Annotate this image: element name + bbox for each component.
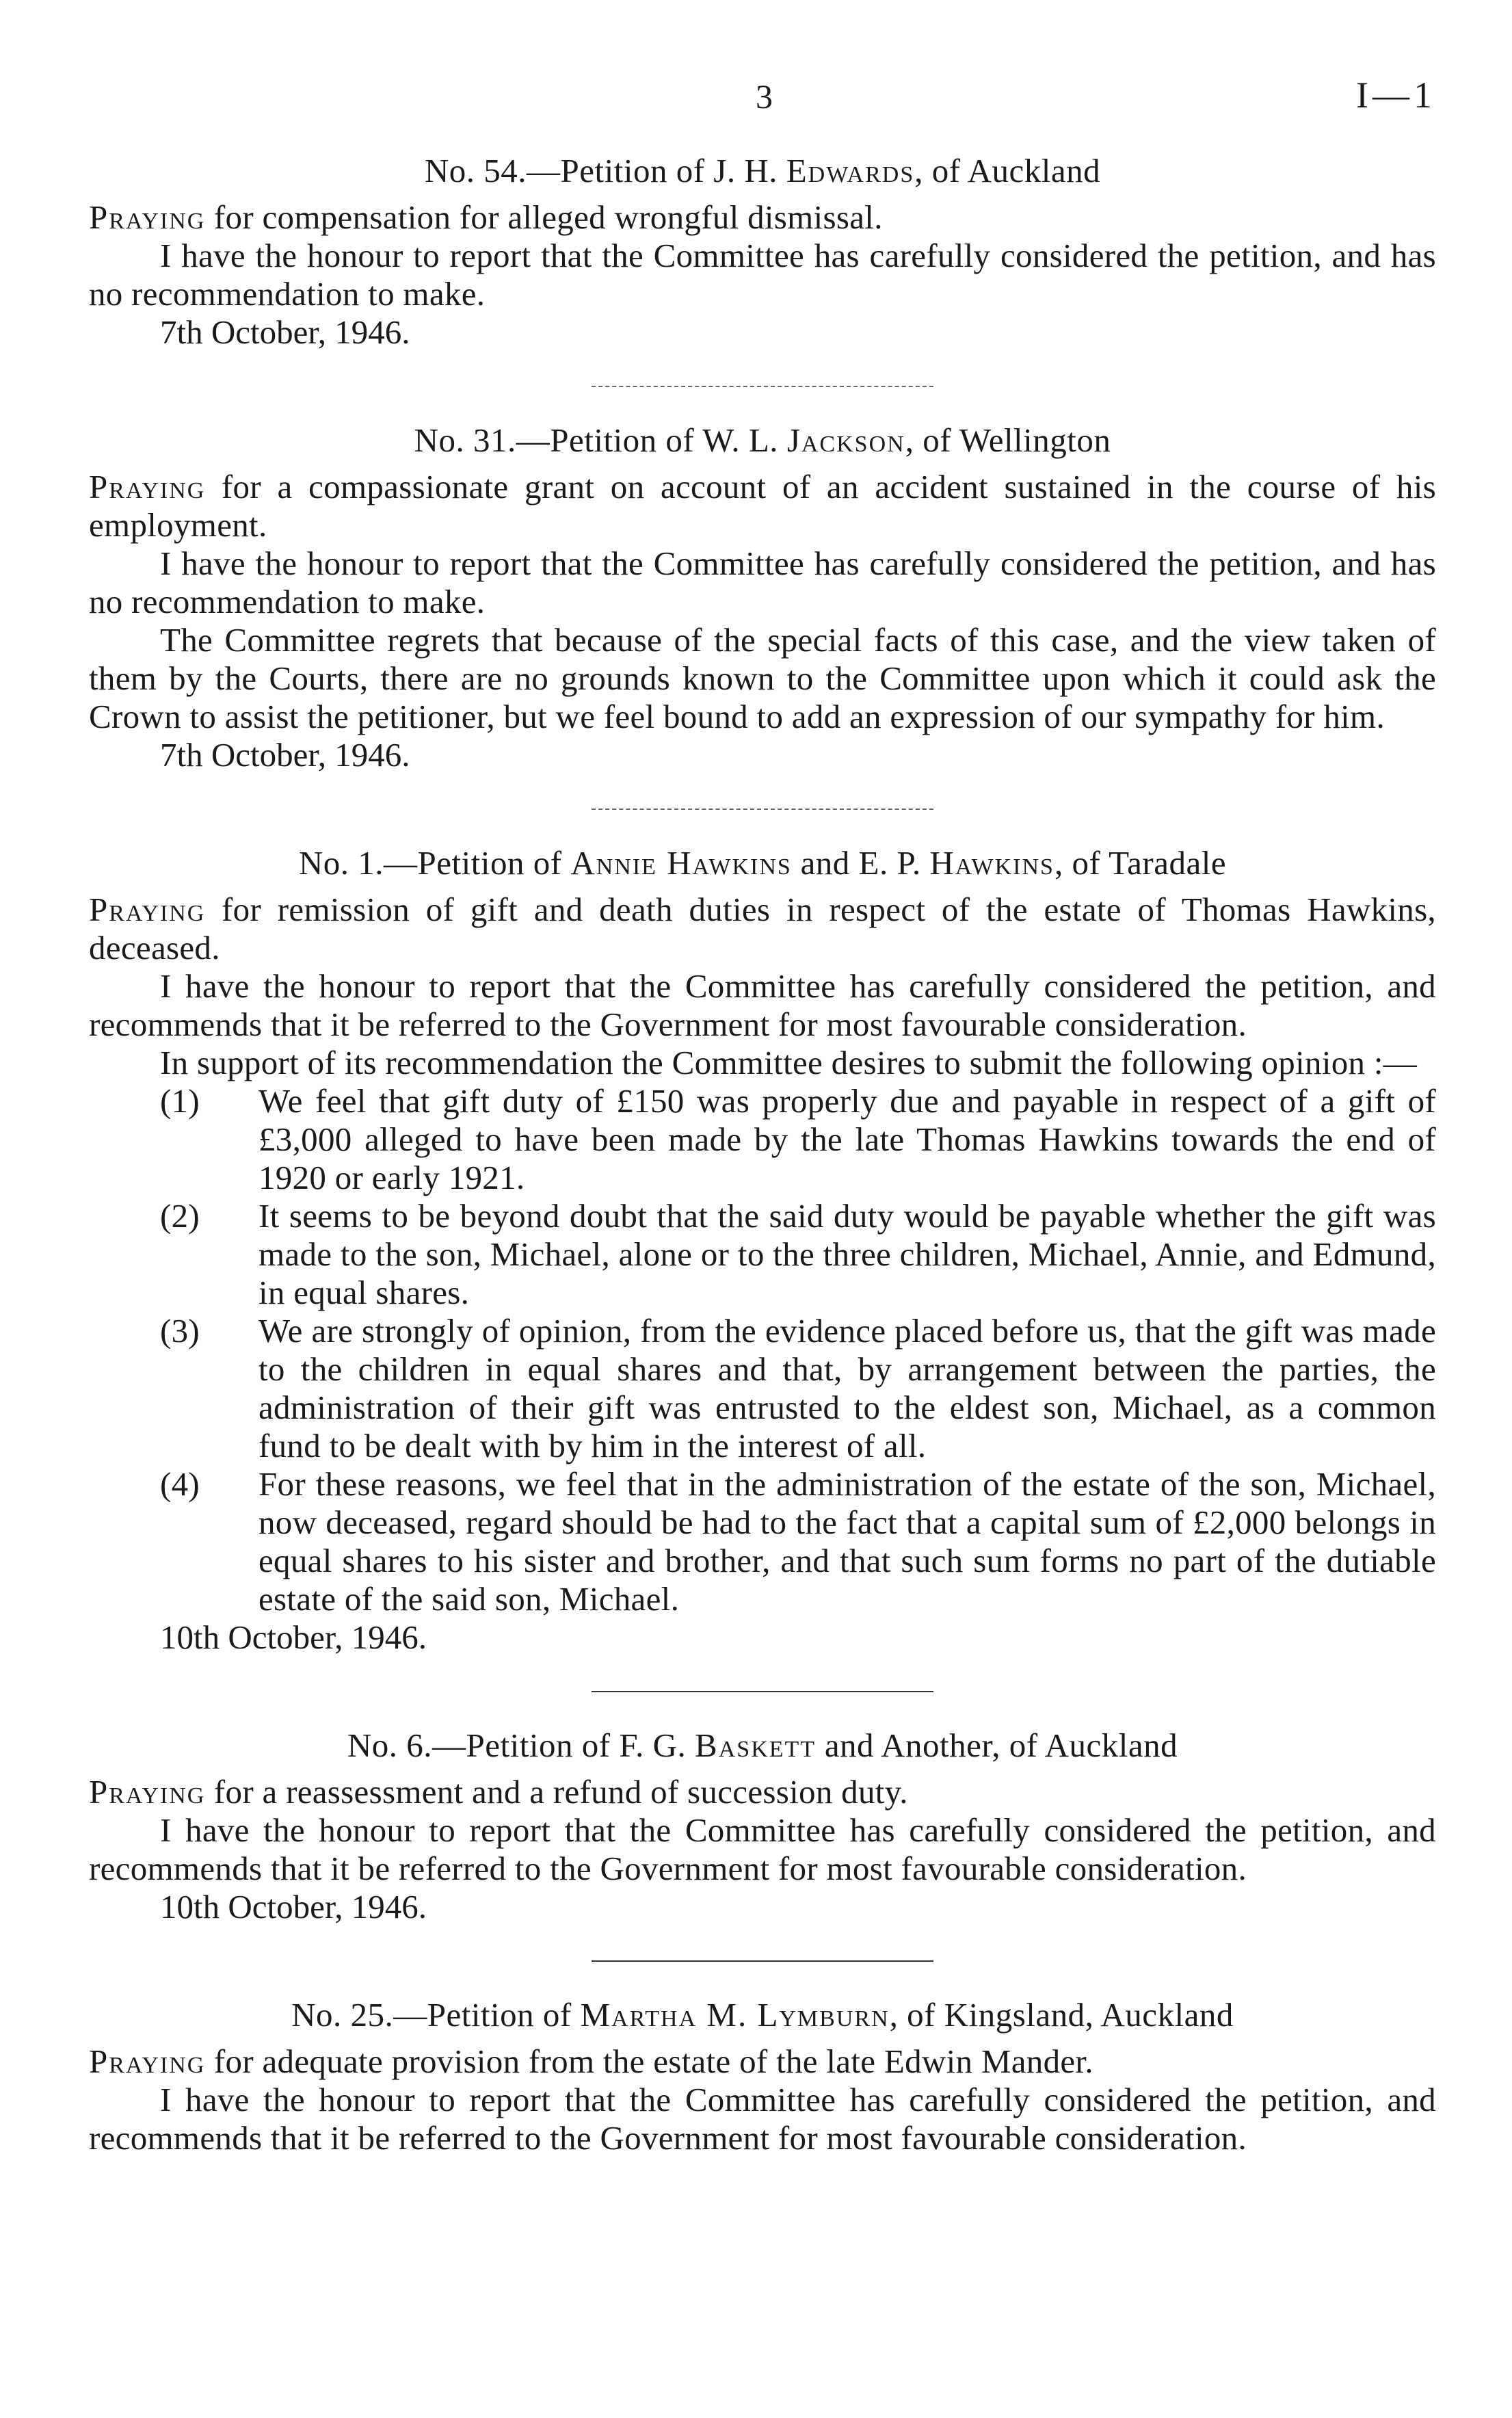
- petition-title: No. 31.—Petition of W. L. Jackson, of Wellington: [414, 421, 1111, 459]
- petition-25: [89, 1995, 1436, 2157]
- praying-paragraph: Praying for a compassionate grant on account of an accident sustained in the course of his employment.: [89, 468, 1436, 544]
- report-date: 7th October, 1946.: [160, 736, 410, 774]
- opinion-intro: In support of its recommendation the Committee desires to submit the following opinion :—: [160, 1044, 1418, 1081]
- report-date: 10th October, 1946.: [160, 1618, 427, 1656]
- report-date: 7th October, 1946.: [160, 313, 410, 351]
- praying-paragraph: Praying for adequate provision from the estate of the late Edwin Mander.: [89, 2042, 1093, 2080]
- section-divider: [592, 386, 933, 387]
- opinion-item: (2) It seems to be beyond doubt that the said duty would be payable whether the gift was made to the son, Michael, alone or to the three children, Michael, Annie, and Edmund, in equal shares.: [160, 1197, 1436, 1311]
- opinion-list: [89, 1082, 1436, 1618]
- petition-54: [89, 150, 1436, 352]
- document-page: [89, 0, 1436, 2418]
- report-paragraph: I have the honour to report that the Committee has carefully considered the petition, and recommends that it be referred to the Government for most favourable consideration.: [89, 967, 1436, 1043]
- opinion-item: (4) For these reasons, we feel that in the administration of the estate of the son, Michael, now deceased, regard should be had to the fact that a capital sum of £2,000 belongs in equal shares to his sister and brother, and that such sum forms no part of the dutiable estate of the said son, Michael.: [160, 1465, 1436, 1618]
- section-divider: [592, 809, 933, 810]
- report-paragraph: The Committee regrets that because of the special facts of this case, and the view taken of them by the Courts, there are no grounds known to the Committee upon which it could ask the Crown to assist the petitioner, but we feel bound to add an expression of our sympathy for him.: [89, 621, 1436, 735]
- report-date: 10th October, 1946.: [160, 1888, 427, 1926]
- report-paragraph: I have the honour to report that the Committee has carefully considered the petition, and recommends that it be referred to the Government for most favourable consideration.: [89, 1811, 1436, 1887]
- series-code: I—1: [1356, 75, 1436, 116]
- page-number: 3: [756, 77, 774, 116]
- petition-31: [89, 420, 1436, 774]
- section-divider: [592, 1691, 933, 1692]
- praying-paragraph: Praying for remission of gift and death duties in respect of the estate of Thomas Hawkins, deceased.: [89, 891, 1436, 967]
- report-paragraph: I have the honour to report that the Committee has carefully considered the petition, and recommends that it be referred to the Government for most favourable consideration.: [89, 2081, 1436, 2157]
- page-header: [89, 0, 1436, 150]
- report-paragraph: I have the honour to report that the Committee has carefully considered the petition, and has no recommendation to make.: [89, 237, 1436, 313]
- petition-1: [89, 843, 1436, 1657]
- praying-paragraph: Praying for a reassessment and a refund of succession duty.: [89, 1773, 908, 1811]
- petition-title: No. 1.—Petition of Annie Hawkins and E. P. Hawkins, of Taradale: [298, 844, 1227, 882]
- report-paragraph: I have the honour to report that the Committee has carefully considered the petition, and has no recommendation to make.: [89, 544, 1436, 620]
- petition-title: No. 25.—Petition of Martha M. Lymburn, of Kingsland, Auckland: [291, 1996, 1234, 2034]
- petition-title: No. 6.—Petition of F. G. Baskett and Another, of Auckland: [347, 1726, 1178, 1764]
- petition-6: [89, 1725, 1436, 1926]
- opinion-item: (3) We are strongly of opinion, from the evidence placed before us, that the gift was made to the children in equal shares and that, by arrangement between the parties, the administration of their gift was entrusted to the eldest son, Michael, as a common fund to be dealt with by him in the interest of all.: [160, 1312, 1436, 1464]
- opinion-item: (1) We feel that gift duty of £150 was properly due and payable in respect of a gift of £3,000 alleged to have been made by the late Thomas Hawkins towards the end of 1920 or early 1921.: [160, 1082, 1436, 1196]
- section-divider: [592, 1960, 933, 1962]
- petition-title: No. 54.—Petition of J. H. Edwards, of Auckland: [424, 152, 1101, 189]
- praying-paragraph: Praying for compensation for alleged wrongful dismissal.: [89, 198, 883, 236]
